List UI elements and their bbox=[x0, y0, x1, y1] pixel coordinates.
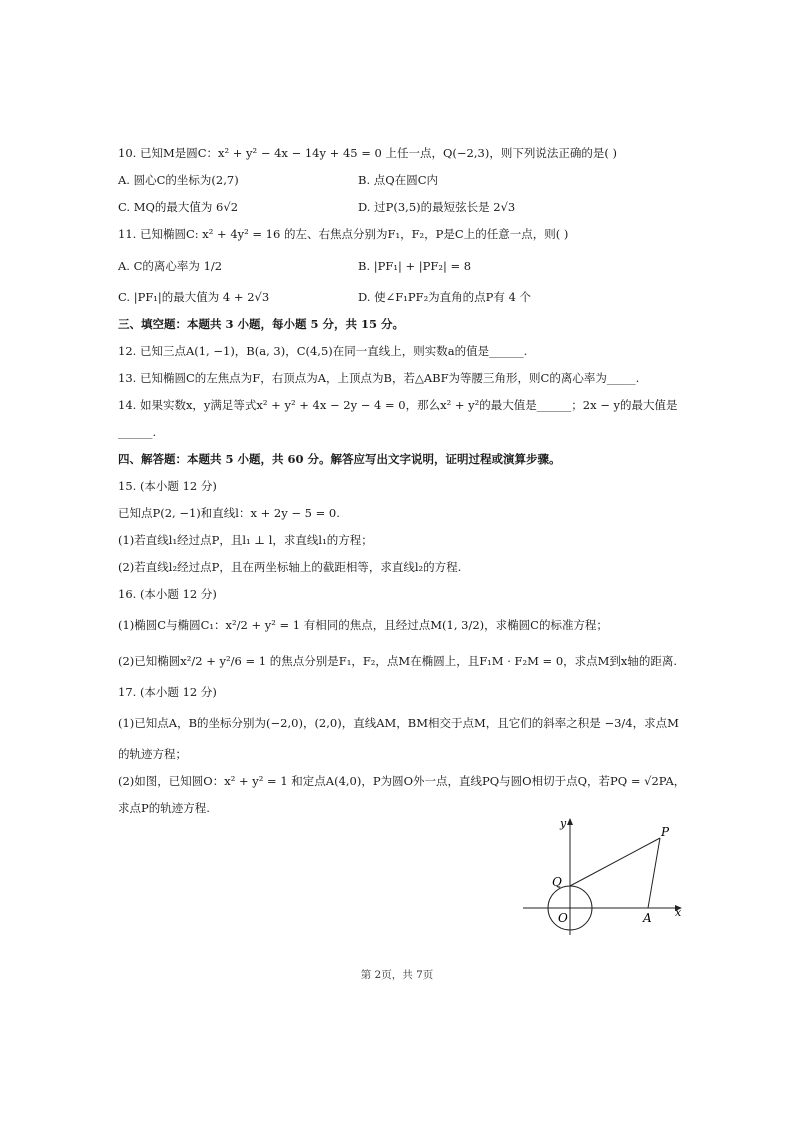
q11-stem: 11. 已知椭圆C: x² + 4y² = 16 的左、右焦点分别为F₁，F₂，P是C上的任意一点，则( ) bbox=[118, 227, 569, 241]
segment-pq bbox=[570, 838, 660, 886]
q10-option-d: D. 过P(3,5)的最短弦长是 2√3 bbox=[358, 200, 516, 214]
label-p: P bbox=[661, 825, 670, 839]
q16-part2: (2)已知椭圆x²/2 + y²/6 = 1 的焦点分别是F₁，F₂，点M在椭圆上，且F₁M · F₂M = 0，求点M到x轴的距离. bbox=[118, 654, 678, 668]
q15-header: 15. (本小题 12 分) bbox=[118, 479, 217, 493]
q17-part2a: (2)如图，已知圆O：x² + y² = 1 和定点A(4,0)，P为圆O外一点，直线PQ与圆O相切于点Q，若PQ = √2PA， bbox=[118, 774, 686, 788]
label-x: x bbox=[675, 906, 682, 919]
q16-part1: (1)椭圆C与椭圆C₁：x²/2 + y² = 1 有相同的焦点，且经过点M(1, 3/2)，求椭圆C的标准方程； bbox=[118, 618, 608, 632]
q11-option-c: C. |PF₁|的最大值为 4 + 2√3 bbox=[118, 290, 270, 304]
q17-part1a: (1)已知点A，B的坐标分别为(−2,0)，(2,0)，直线AM，BM相交于点M，且它们的斜率之积是 −3/4，求点M bbox=[118, 716, 679, 730]
q14-line1: 14. 如果实数x，y满足等式x² + y² + 4x − 2y − 4 = 0，那么x² + y²的最大值是______；2x − y的最大值是 bbox=[118, 398, 678, 412]
page-footer: 第 2页，共 7页 bbox=[360, 969, 434, 981]
q11-option-a: A. C的离心率为 1/2 bbox=[118, 259, 223, 273]
segment-pa bbox=[648, 838, 660, 908]
tangent-circle-figure bbox=[515, 815, 695, 940]
label-q: Q bbox=[552, 875, 562, 889]
section4-heading: 四、解答题：本题共 5 小题，共 60 分。解答应写出文字说明，证明过程或演算步骤。 bbox=[118, 452, 561, 466]
q15-part2: (2)若直线l₂经过点P，且在两坐标轴上的截距相等，求直线l₂的方程. bbox=[118, 560, 462, 574]
q15-part1: (1)若直线l₁经过点P，且l₁ ⊥ l，求直线l₁的方程； bbox=[118, 533, 373, 547]
q12: 12. 已知三点A(1, −1)，B(a, 3)，C(4,5)在同一直线上，则实数a的值是______. bbox=[118, 344, 528, 358]
q10-stem: 10. 已知M是圆C：x² + y² − 4x − 14y + 45 = 0 上任一点，Q(−2,3)，则下列说法正确的是( ) bbox=[118, 146, 617, 160]
q10-option-b: B. 点Q在圆C内 bbox=[358, 173, 438, 187]
q17-part2b: 求点P的轨迹方程. bbox=[118, 801, 210, 815]
label-y: y bbox=[560, 817, 567, 830]
q17-part1b: 的轨迹方程； bbox=[118, 747, 187, 761]
y-axis-arrow bbox=[567, 818, 573, 825]
q10-option-a: A. 圆心C的坐标为(2,7) bbox=[118, 173, 239, 187]
q10-option-c: C. MQ的最大值为 6√2 bbox=[118, 200, 239, 214]
q11-option-b: B. |PF₁| + |PF₂| = 8 bbox=[358, 259, 472, 273]
label-a: A bbox=[643, 911, 652, 925]
section3-heading: 三、填空题：本题共 3 小题，每小题 5 分，共 15 分。 bbox=[118, 317, 405, 331]
q15-given: 已知点P(2, −1)和直线l：x + 2y − 5 = 0. bbox=[118, 506, 340, 520]
q17-header: 17. (本小题 12 分) bbox=[118, 685, 217, 699]
q11-option-d: D. 使∠F₁PF₂为直角的点P有 4 个 bbox=[358, 290, 532, 304]
label-o: O bbox=[558, 911, 568, 925]
q14-line2: ______. bbox=[118, 425, 157, 439]
q13: 13. 已知椭圆C的左焦点为F，右顶点为A，上顶点为B，若△ABF为等腰三角形，则C的离心率为_____. bbox=[118, 371, 640, 385]
q16-header: 16. (本小题 12 分) bbox=[118, 587, 217, 601]
